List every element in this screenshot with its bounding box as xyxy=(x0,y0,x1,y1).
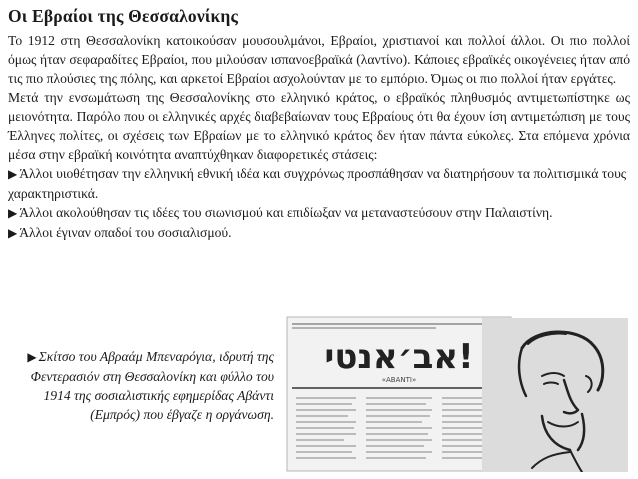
bullet-arrow-icon: ▶ xyxy=(8,167,18,181)
list-item xyxy=(8,203,630,223)
bullet-arrow-icon: ▶ xyxy=(27,350,37,364)
newspaper-subtitle: «ΑΒΑΝΤΙ» xyxy=(381,376,417,384)
list-item-text: Άλλοι ακολούθησαν τις ιδέες του σιωνισμού και επιδίωξαν να μεταναστεύσουν στην Παλαιστίνη. xyxy=(19,205,553,220)
paragraph-integration: Μετά την ενσωμάτωση της Θεσσαλονίκης στο ελληνικό κράτος, ο εβραϊκός πληθυσμός αντιμετωπίστηκε ως μειονότητα. Παρόλο που οι ελληνικές αρχές διαβεβαίωναν τους Εβραίους ότι θα έχουν ίση αντιμετώπιση με τους Έλληνες πολίτες, οι σχέσεις των Εβραίων με το ελληνικό κράτος δεν ήταν πάντα εύκολες. Στα επόμενα χρόνια μέσα στην εβραϊκή κοινότητα αναπτύχθηκαν διαφορετικές στάσεις: xyxy=(8,90,630,162)
caption-text: Σκίτσο του Αβραάμ Μπεναρόγια, ιδρυτή της Φεντερασιόν στη Θεσσαλονίκη και φύλλο του 1914 της σοσιαλιστικής εφημερίδας Αβάντι (Εμπρός) που έβγαζε η οργάνωση. xyxy=(30,349,274,422)
portrait-sketch-image xyxy=(482,318,628,472)
list-item-text: Άλλοι υιοθέτησαν την ελληνική εθνική ιδέα και συγχρόνως προσπάθησαν να διατηρήσουν τα πολιτισμικά τους χαρακτηριστικά. xyxy=(8,166,627,201)
bullet-arrow-icon: ▶ xyxy=(8,226,18,240)
newspaper-image xyxy=(286,316,512,472)
sketch-background xyxy=(482,318,628,472)
list-item xyxy=(8,223,630,243)
newspaper-masthead: אב׳אנטי! xyxy=(324,337,474,377)
paragraph-intro: Το 1912 στη Θεσσαλονίκη κατοικούσαν μουσουλμάνοι, Εβραίοι, χριστιανοί και πολλοί άλλοι. Οι πιο πολλοί όμως ήταν σεφαραδίτες Εβραίοι, που μιλούσαν ισπανοεβραϊκά (λαντίνο). Κάποιες εβραϊκές οικογένειες ήταν από τις πιο πλούσιες της πόλης, και αρκετοί Εβραίοι ασχολούνταν με το εμπόριο. Όμως οι πιο πολλοί ήταν εργάτες. xyxy=(8,33,630,86)
list-item-text: Άλλοι έγιναν οπαδοί του σοσιαλισμού. xyxy=(19,225,232,240)
page-title: Οι Εβραίοι της Θεσσαλονίκης xyxy=(8,6,239,26)
image-caption xyxy=(4,347,274,424)
main-text xyxy=(8,31,630,243)
bullet-arrow-icon: ▶ xyxy=(8,206,18,220)
illustration-group xyxy=(286,316,630,474)
list-item xyxy=(8,164,630,203)
